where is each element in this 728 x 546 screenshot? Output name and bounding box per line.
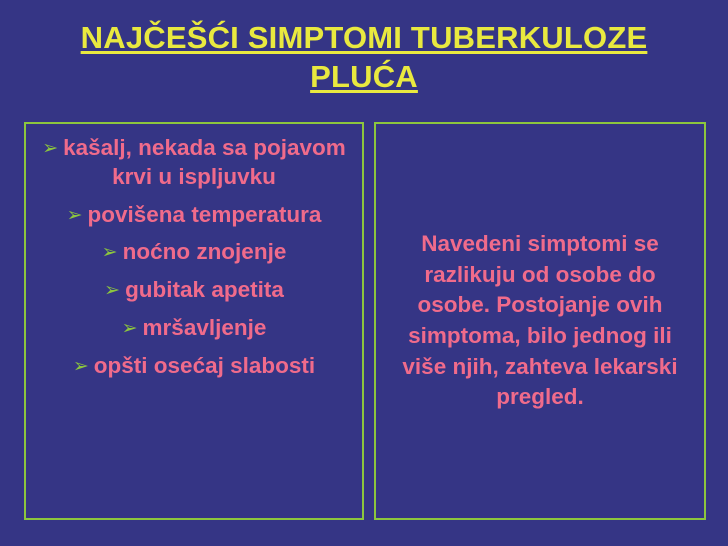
arrow-bullet-icon: ➢ [42, 138, 59, 159]
list-item-label: kašalj, nekada sa pojavom krvi u ispljuvku [63, 135, 346, 189]
list-item-label: noćno znojenje [122, 239, 287, 265]
list-item-label: opšti osećaj slabosti [93, 352, 316, 378]
list-item-label: mršavljenje [142, 314, 267, 340]
list-item [34, 352, 354, 381]
symptoms-list [34, 134, 354, 390]
list-item [34, 276, 354, 305]
list-item [34, 134, 354, 192]
arrow-bullet-icon: ➢ [101, 242, 118, 264]
list-item-label: povišena temperatura [87, 201, 322, 227]
list-item [34, 238, 354, 267]
note-panel [374, 122, 706, 520]
content-columns [24, 122, 706, 520]
page-title: NAJČEŠĆI SIMPTOMI TUBERKULOZE PLUĆA [80, 20, 648, 95]
arrow-bullet-icon: ➢ [104, 280, 121, 302]
arrow-bullet-icon: ➢ [72, 355, 89, 377]
arrow-bullet-icon: ➢ [121, 317, 138, 339]
list-item [34, 201, 354, 230]
list-item [34, 314, 354, 343]
list-item-label: gubitak apetita [125, 277, 284, 303]
symptoms-panel [24, 122, 364, 520]
arrow-bullet-icon: ➢ [66, 204, 83, 226]
note-text: Navedeni simptomi se razlikuju od osobe do osobe. Postojanje ovih simptoma, bilo jednog ili više njih, zahteva lekarski pregled. [402, 231, 678, 410]
